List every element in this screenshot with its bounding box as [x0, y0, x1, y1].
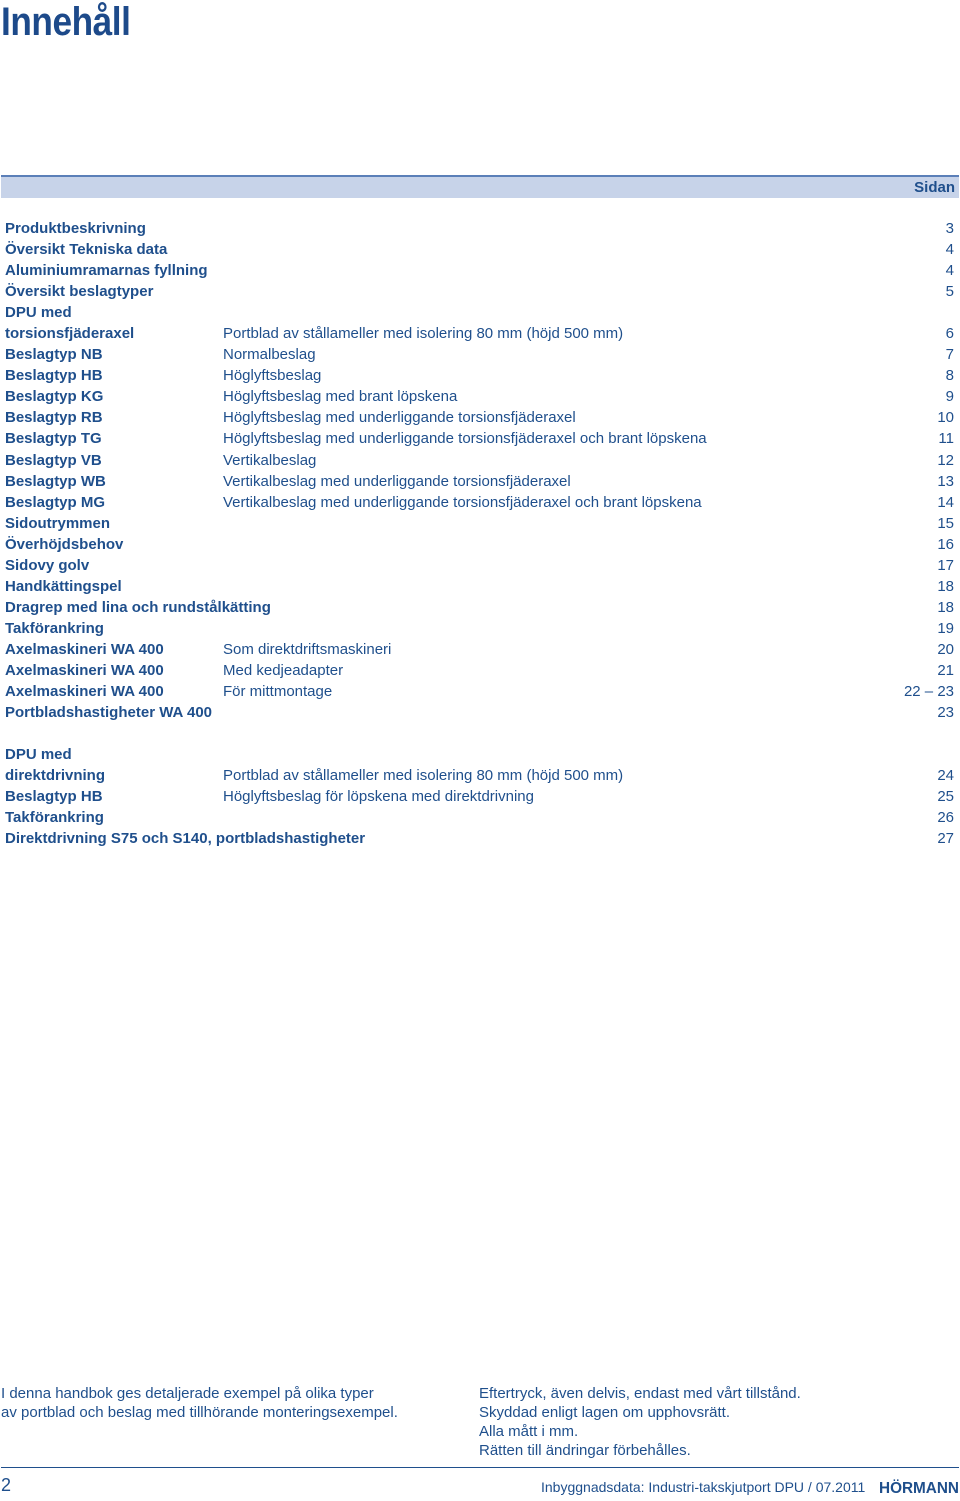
toc-entry-title: Översikt Tekniska data [5, 241, 168, 259]
toc-entry-description: Höglyftsbeslag för löpskena med direktdrivning [223, 788, 534, 806]
page-number: 2 [1, 1475, 12, 1495]
toc-entry-description: Vertikalbeslag [223, 451, 317, 469]
toc-row [5, 828, 954, 849]
toc-entry-title: Översikt beslagtyper [5, 283, 154, 301]
toc-row [5, 239, 954, 260]
note-line: Skyddad enligt lagen om upphovsrätt. [479, 1404, 730, 1421]
toc-row [5, 534, 954, 555]
toc-row [5, 618, 954, 639]
toc-entry-page: 10 [937, 409, 954, 427]
toc-row [5, 450, 954, 471]
toc-row [5, 807, 954, 828]
toc-entry-title: direktdrivning [5, 767, 106, 785]
toc-entry-page: 9 [945, 388, 954, 406]
notes-right [479, 1384, 801, 1460]
toc-entry-description: Höglyftsbeslag med underliggande torsionsfjäderaxel och brant löpskena [223, 430, 707, 448]
footer-divider [1, 1467, 959, 1468]
toc-entry-description: Höglyftsbeslag [223, 367, 322, 385]
toc-entry-page: 24 [937, 767, 954, 785]
toc-row [5, 471, 954, 492]
toc-entry-page: 7 [945, 346, 954, 364]
toc-entry-description: Normalbeslag [223, 346, 316, 364]
note-line: Alla mått i mm. [479, 1423, 579, 1440]
toc-entry-title: Beslagtyp MG [5, 493, 106, 511]
page-column-label: Sidan [914, 179, 955, 196]
toc-entry-title: Beslagtyp KG [5, 388, 104, 406]
toc-entry-page: 22 – 23 [903, 683, 954, 701]
toc-entry-title: Axelmaskineri WA 400 [5, 661, 164, 679]
toc-row [5, 702, 954, 723]
toc-entry-title: DPU med [5, 304, 72, 322]
toc-row [5, 218, 954, 239]
toc-entry-page: 8 [945, 367, 954, 385]
toc-entry-description: Höglyftsbeslag med brant löpskena [223, 388, 458, 406]
toc-entry-title: Sidovy golv [5, 556, 90, 574]
note-line: Rätten till ändringar förbehålles. [479, 1442, 691, 1459]
toc-entry-page: 27 [937, 830, 954, 848]
toc-entry-title: Axelmaskineri WA 400 [5, 683, 164, 701]
table-of-contents [5, 218, 954, 849]
toc-entry-description: Vertikalbeslag med underliggande torsionsfjäderaxel [223, 472, 571, 490]
toc-row [5, 576, 954, 597]
toc-entry-description: Höglyftsbeslag med underliggande torsionsfjäderaxel [223, 409, 576, 427]
toc-entry-description: Med kedjeadapter [223, 661, 344, 679]
toc-entry-page: 14 [937, 493, 954, 511]
toc-entry-title: Portbladshastigheter WA 400 [5, 704, 212, 722]
toc-row [5, 639, 954, 660]
toc-entry-page: 12 [937, 451, 954, 469]
page-title: Innehåll [1, 0, 131, 44]
toc-row [5, 597, 954, 618]
toc-entry-page: 19 [937, 619, 954, 637]
toc-row [5, 513, 954, 534]
toc-entry-page: 4 [945, 262, 954, 280]
footer-document-title: Inbyggnadsdata: Industri-takskjutport DPU / 07.2011 [541, 1479, 866, 1495]
toc-entry-title: Beslagtyp TG [5, 430, 102, 448]
toc-entry-page: 26 [937, 809, 954, 827]
toc-entry-title: Axelmaskineri WA 400 [5, 640, 164, 658]
toc-entry-title: Produktbeskrivning [5, 220, 146, 237]
toc-entry-title: Sidoutrymmen [5, 514, 111, 532]
toc-entry-page: 5 [945, 283, 954, 301]
toc-entry-title: Beslagtyp HB [5, 788, 103, 806]
hormann-logo [879, 1478, 959, 1496]
logo-text: HÖRMANN [879, 1480, 959, 1496]
toc-entry-description: För mittmontage [223, 683, 333, 701]
toc-row [5, 428, 954, 449]
toc-entry-page: 6 [945, 325, 954, 343]
toc-entry-title: Aluminiumramarnas fyllning [5, 262, 208, 280]
toc-row [5, 344, 954, 365]
toc-entry-page: 15 [937, 514, 954, 532]
notes-left [1, 1384, 398, 1422]
toc-entry-title: DPU med [5, 746, 72, 764]
toc-entry-description: Portblad av stållameller med isolering 80 mm (höjd 500 mm) [223, 767, 624, 785]
toc-entry-page: 23 [937, 704, 954, 722]
toc-entry-description: Portblad av stållameller med isolering 80 mm (höjd 500 mm) [223, 325, 624, 343]
note-line: Eftertryck, även delvis, endast med vårt tillstånd. [479, 1385, 801, 1402]
toc-entry-title: Överhöjdsbehov [5, 535, 124, 553]
toc-entry-title: torsionsfjäderaxel [5, 325, 135, 343]
toc-row [5, 365, 954, 386]
note-line: av portblad och beslag med tillhörande monteringsexempel. [1, 1404, 398, 1421]
toc-entry-title: Beslagtyp NB [5, 346, 103, 364]
toc-row [5, 386, 954, 407]
toc-row [5, 744, 954, 765]
toc-entry-title: Dragrep med lina och rundstålkätting [5, 598, 271, 616]
toc-entry-description: Vertikalbeslag med underliggande torsionsfjäderaxel och brant löpskena [223, 493, 702, 511]
toc-entry-title: Beslagtyp HB [5, 367, 103, 385]
toc-row [5, 407, 954, 428]
toc-entry-title: Takförankring [5, 619, 104, 637]
toc-entry-title: Handkättingspel [5, 577, 122, 595]
toc-row [5, 323, 954, 344]
toc-entry-title: Takförankring [5, 809, 104, 827]
toc-entry-page: 16 [937, 535, 954, 553]
toc-entry-page: 13 [937, 472, 954, 490]
toc-entry-page: 4 [945, 241, 954, 259]
toc-entry-page: 18 [937, 577, 954, 595]
toc-entry-title: Direktdrivning S75 och S140, portbladshastigheter [5, 830, 366, 848]
toc-entry-title: Beslagtyp WB [5, 472, 106, 490]
toc-entry-page: 11 [938, 430, 954, 448]
toc-row [5, 660, 954, 681]
toc-row [5, 281, 954, 302]
toc-entry-page: 18 [937, 598, 954, 616]
toc-entry-page: 21 [937, 661, 954, 679]
toc-entry-description: Som direktdriftsmaskineri [223, 640, 392, 658]
toc-row [5, 786, 954, 807]
toc-entry-title: Beslagtyp VB [5, 451, 102, 469]
toc-row [5, 555, 954, 576]
toc-row [5, 302, 954, 323]
toc-entry-page: 25 [937, 788, 954, 806]
toc-row [5, 492, 954, 513]
toc-row [5, 681, 954, 702]
toc-row [5, 723, 954, 744]
note-line: I denna handbok ges detaljerade exempel på olika typer [1, 1385, 374, 1402]
toc-row [5, 765, 954, 786]
toc-entry-title: Beslagtyp RB [5, 409, 103, 427]
toc-row [5, 260, 954, 281]
toc-entry-page: 17 [937, 556, 954, 574]
toc-entry-page: 20 [937, 640, 954, 658]
toc-header-bar [1, 175, 959, 198]
toc-entry-page: 3 [945, 220, 954, 237]
